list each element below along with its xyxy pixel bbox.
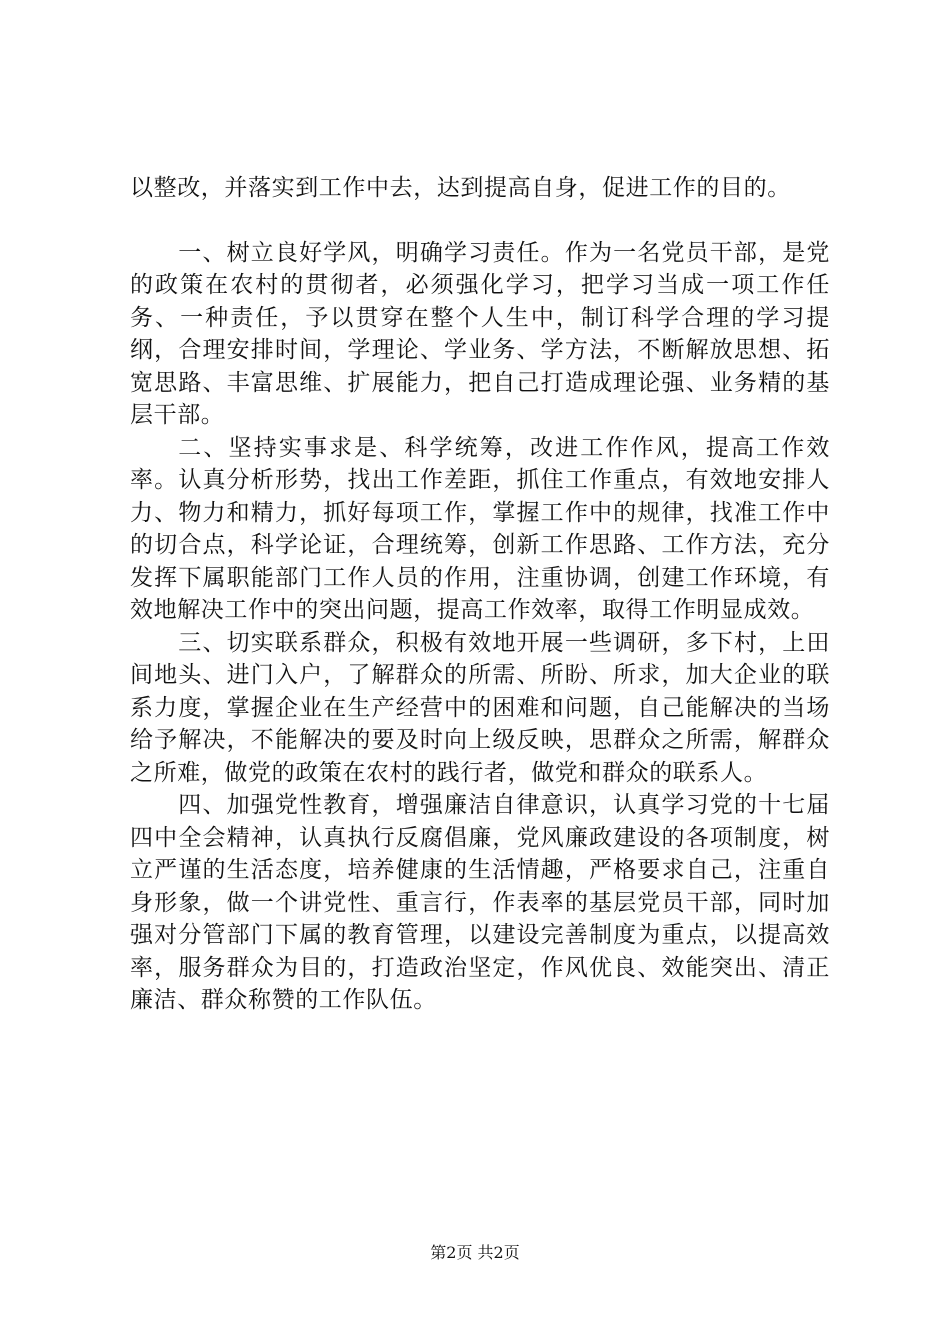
continuation-line: 以整改，并落实到工作中去，达到提高自身，促进工作的目的。 [130,175,791,201]
document-body [130,172,830,1017]
paragraph-4: 四、加强党性教育，增强廉洁自律意识，认真学习党的十七届四中全会精神，认真执行反腐倡廉，党风廉政建设的各项制度，树立严谨的生活态度，培养健康的生活情趣，严格要求自己，注重自身形象，做一个讲党性、重言行，作表率的基层党员干部，同时加强对分管部门下属的教育管理，以建设完善制度为重点，以提高效率，服务群众为目的，打造政治坚定，作风优良、效能突出、清正廉洁、群众称赞的工作队伍。 [130,792,830,1013]
paragraph-2: 二、坚持实事求是、科学统筹，改进工作作风，提高工作效率。认真分析形势，找出工作差距，抓住工作重点，有效地安排人力、物力和精力，抓好每项工作，掌握工作中的规律，找准工作中的切合点，科学论证，合理统筹，创新工作思路、工作方法，充分发挥下属职能部门工作人员的作用，注重协调，创建工作环境，有效地解决工作中的突出问题，提高工作效率，取得工作明显成效。 [130,434,830,623]
page-number-label: 第2页 共2页 [430,1243,520,1262]
paragraph-3: 三、切实联系群众，积极有效地开展一些调研，多下村，上田间地头、进门入户，了解群众的所需、所盼、所求，加大企业的联系力度，掌握企业在生产经营中的困难和问题，自己能解决的当场给予解决，不能解决的要及时向上级反映，思群众之所需，解群众之所难，做党的政策在农村的践行者，做党和群众的联系人。 [130,629,830,786]
page-footer [0,1243,950,1263]
paragraph-1: 一、树立良好学风，明确学习责任。作为一名党员干部，是党的政策在农村的贯彻者，必须强化学习，把学习当成一项工作任务、一种责任，予以贯穿在整个人生中，制订科学合理的学习提纲，合理安排时间，学理论、学业务、学方法，不断解放思想、拓宽思路、丰富思维、扩展能力，把自己打造成理论强、业务精的基层干部。 [130,239,830,428]
